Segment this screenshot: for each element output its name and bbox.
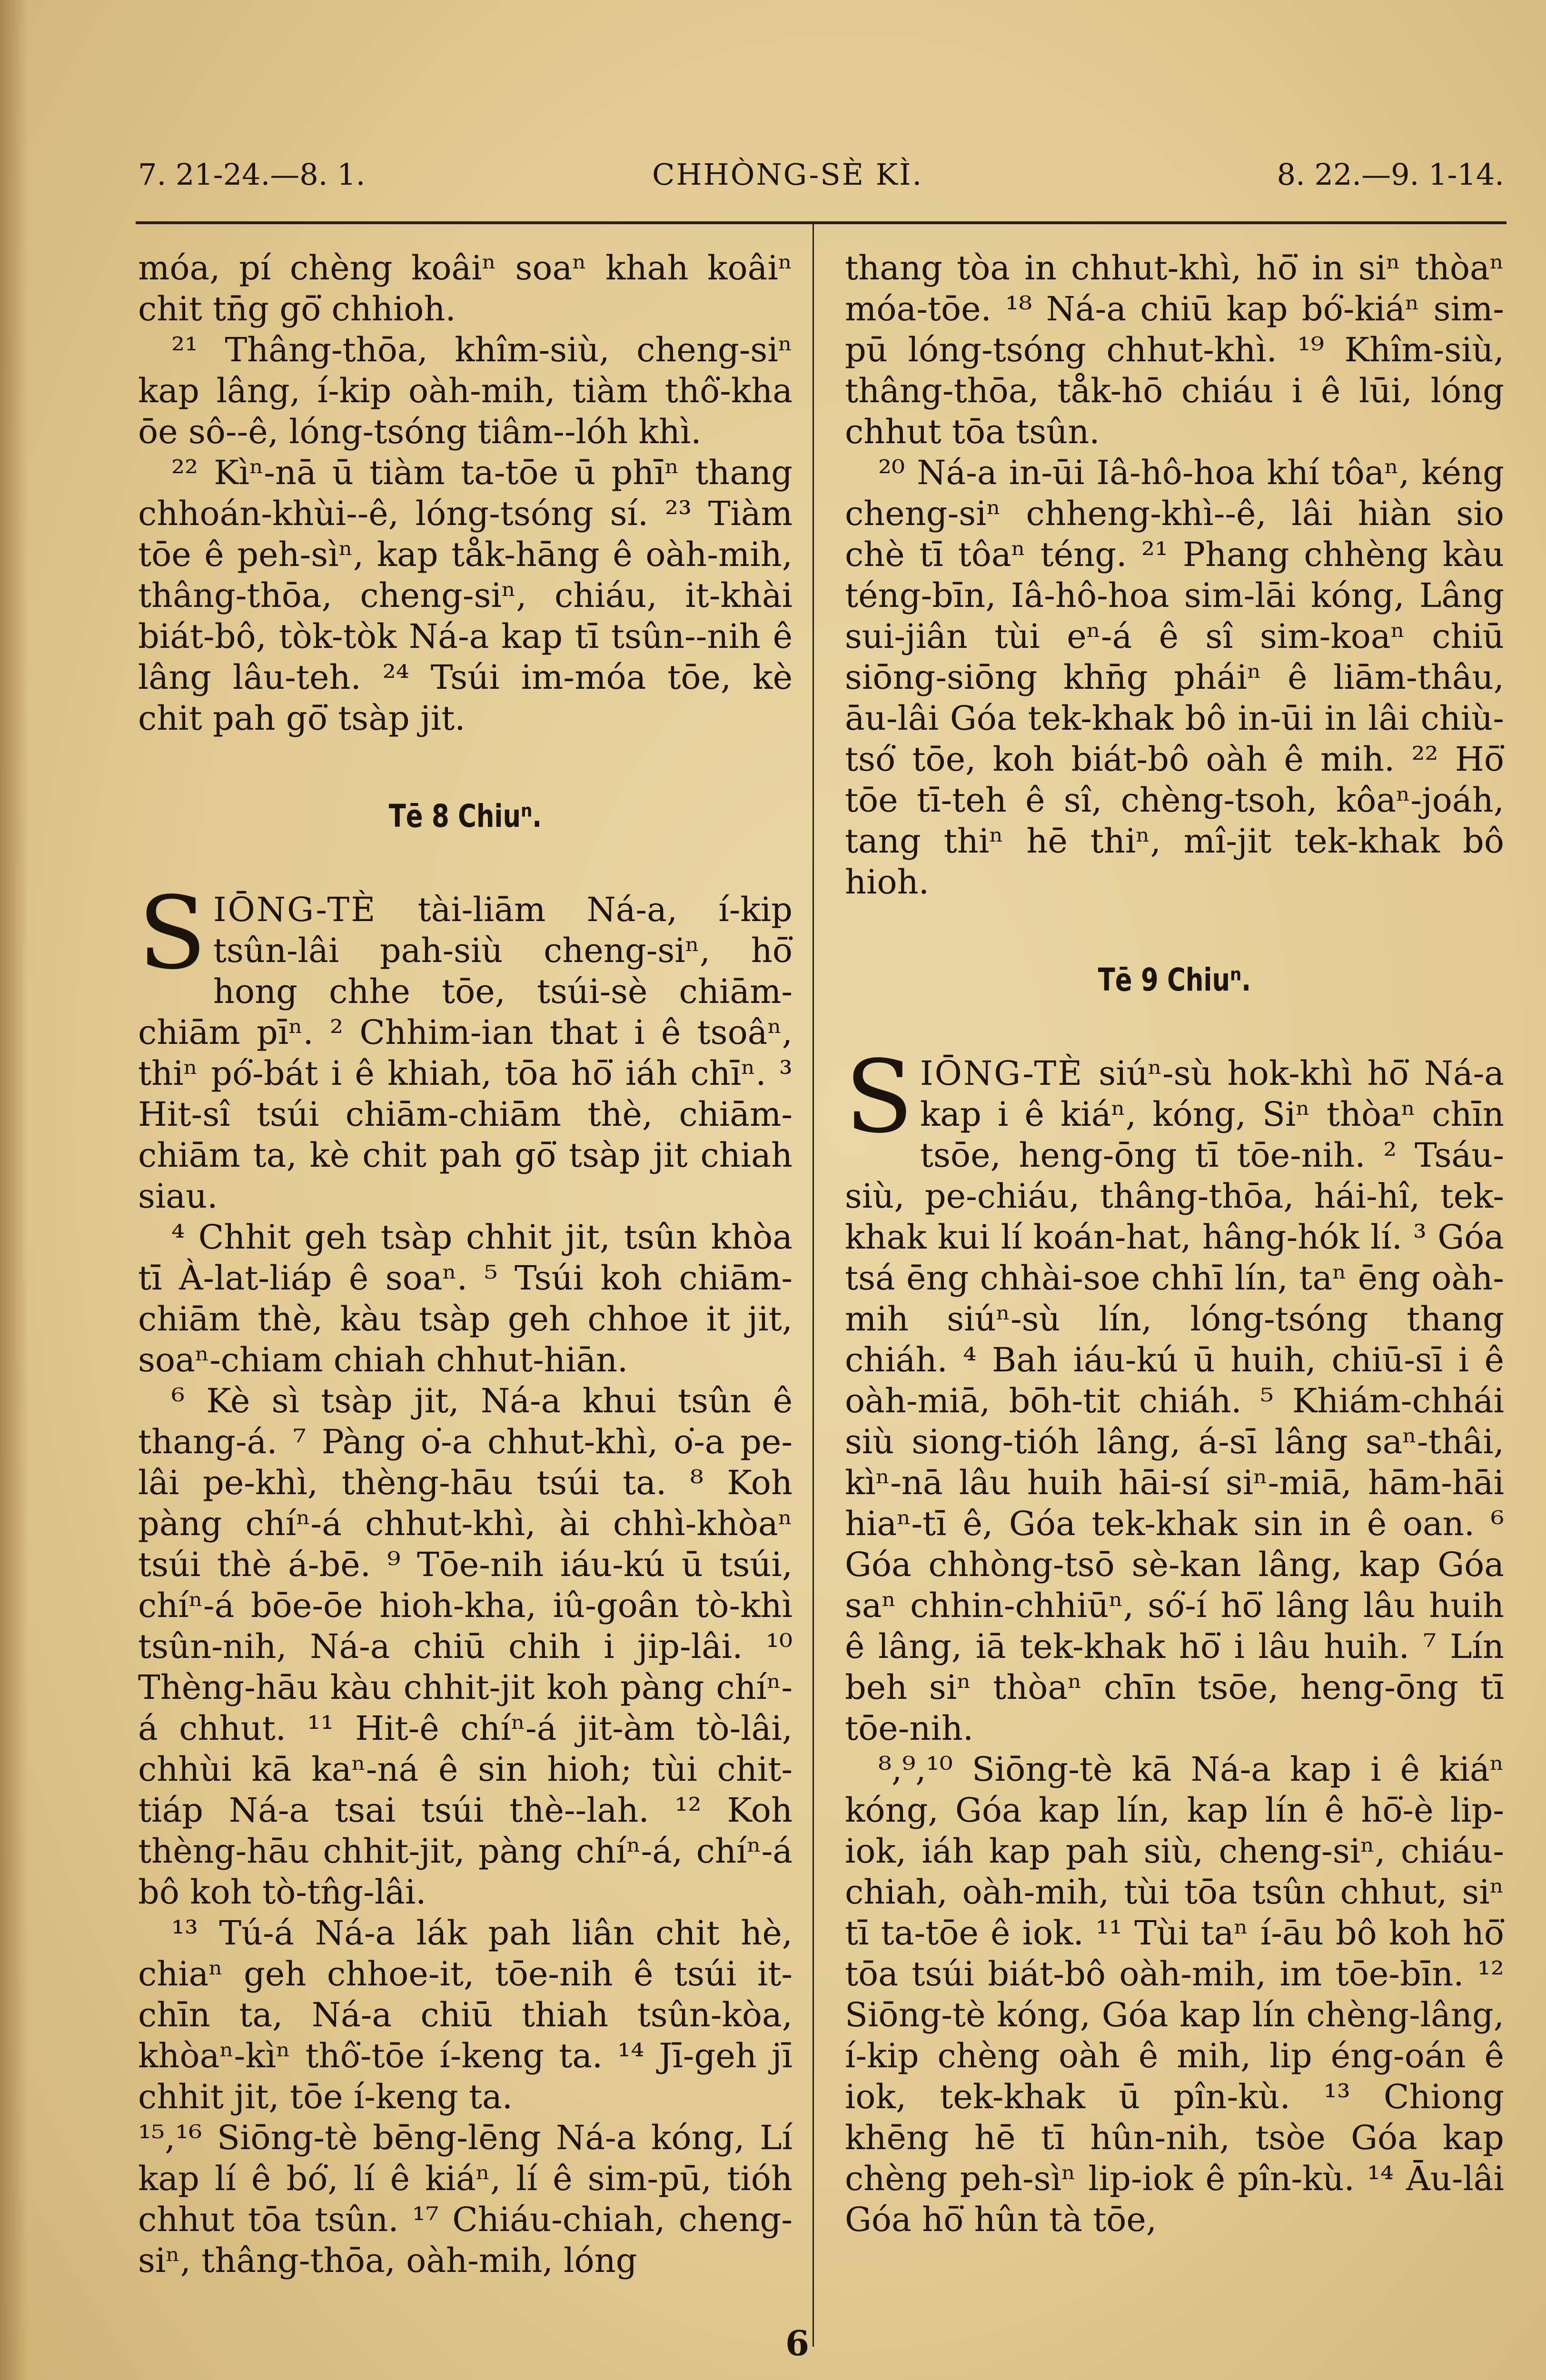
running-header — [138, 157, 1504, 209]
header-book-title: CHHÒNG-SÈ KÌ. — [652, 157, 923, 192]
lead-capitals: IŌNG-TÈ — [213, 890, 377, 929]
header-right-reference: 8. 22.—9. 1-14. — [1277, 157, 1504, 192]
verse-paragraph: ⁶ Kè sì tsàp jit, Ná-a khui tsûn ê thang-á. ⁷ Pàng o͘-a chhut-khì, o͘-a pe-lâi pe-khì, thèng-hāu tsúi ta. ⁸ Koh pàng chíⁿ-á chhut-khì, ài chhì-khòaⁿ tsúi thè á-bē. ⁹ Tōe-nih iáu-kú ū tsúi, chíⁿ-á bōe-ōe hioh-kha, iû-goân tò-khì tsûn-nih, Ná-a chiū chih i jip-lâi. ¹⁰ Thèng-hāu kàu chhit-jit koh pàng chíⁿ-á chhut. ¹¹ Hit-ê chíⁿ-á jit-àm tò-lâi, chhùi kā kaⁿ-ná ê sin hioh; tùi chit-tiáp Ná-a tsai tsúi thè--lah. ¹² Koh thèng-hāu chhit-jit, pàng chíⁿ-á, chíⁿ-á bô koh tò-tn̂g-lâi. — [138, 1381, 793, 1912]
verse-paragraph: ²¹ Thâng-thōa, khîm-siù, cheng-siⁿ kap lâng, í-kip oàh-mih, tiàm thô͘-kha ōe sô--ê, lóng-tsóng tiâm--lóh khì. — [138, 330, 793, 451]
verse-paragraph: móa, pí chèng koâiⁿ soaⁿ khah koâiⁿ chit tn̄g gō͘ chhioh. — [138, 248, 793, 328]
left-column — [138, 248, 793, 2281]
lead-capitals: IŌNG-TÈ — [920, 1054, 1084, 1093]
chapter-opening-paragraph — [138, 875, 793, 1217]
chapter-opening-paragraph — [845, 1039, 1504, 1749]
verse-paragraph: ⁸,⁹,¹⁰ Siōng-tè kā Ná-a kap i ê kiáⁿ kóng, Góa kap lín, kap lín ê hō͘-è lip-iok, iáh kap pah siù, cheng-siⁿ, chiáu-chiah, oàh-mih, tùi tōa tsûn chhut, siⁿ tī ta-tōe ê iok. ¹¹ Tùi taⁿ í-āu bô koh hō͘ tōa tsúi biát-bô oàh-mih, im tōe-bīn. ¹² Siōng-tè kóng, Góa kap lín chèng-lâng, í-kip chèng oàh ê mih, lip éng-oán ê iok, tek-khak ū pîn-kù. ¹³ Chiong khēng hē tī hûn-nih, tsòe Góa kap chèng peh-sìⁿ lip-iok ê pîn-kù. ¹⁴ Āu-lâi Góa hō͘ hûn tà tōe, — [845, 1750, 1504, 2239]
verse-paragraph: ¹³ Tú-á Ná-a lák pah liân chit hè, chiaⁿ geh chhoe-it, tōe-nih ê tsúi it-chīn ta, Ná-a chiū thiah tsûn-kòa, khòaⁿ-kìⁿ thô͘-tōe í-keng ta. ¹⁴ Jī-geh jī chhit jit, tōe í-keng ta. — [138, 1914, 793, 2116]
header-left-reference: 7. 21-24.—8. 1. — [138, 157, 366, 192]
chapter-heading: Tē 8 Chiuⁿ. — [388, 798, 542, 834]
page-edge-shadow — [0, 0, 29, 2380]
verse-paragraph: ¹⁵,¹⁶ Siōng-tè bēng-lēng Ná-a kóng, Lí kap lí ê bó͘, lí ê kiáⁿ, lí ê sim-pū, tióh chhut tōa tsûn. ¹⁷ Chiáu-chiah, cheng-siⁿ, thâng-thōa, oàh-mih, lóng — [138, 2118, 793, 2280]
drop-cap: S — [138, 875, 207, 992]
chapter-heading: Tē 9 Chiuⁿ. — [1098, 962, 1251, 998]
header-rule — [136, 221, 1506, 224]
verse-paragraph: ⁴ Chhit geh tsàp chhit jit, tsûn khòa tī À-lat-liáp ê soaⁿ. ⁵ Tsúi koh chiām-chiām thè, kàu tsàp geh chhoe it jit, soaⁿ-chiam chiah chhut-hiān. — [138, 1218, 793, 1379]
verse-text: tài-liām Ná-a, í-kip tsûn-lâi pah-siù cheng-siⁿ, hō͘ hong chhe tōe, tsúi-sè chiām-chiām pīⁿ. ² Chhim-ian that i ê tsoâⁿ, thiⁿ pó͘-bát i ê khiah, tōa hō͘ iáh chīⁿ. ³ Hit-sî tsúi chiām-chiām thè, chiām-chiām ta, kè chit pah gō͘ tsàp jit chiah siau. — [138, 890, 793, 1216]
drop-cap: S — [845, 1039, 913, 1155]
verse-paragraph: ²⁰ Ná-a in-ūi Iâ-hô-hoa khí tôaⁿ, kéng cheng-siⁿ chheng-khì--ê, lâi hiàn sio chè tī tôaⁿ téng. ²¹ Phang chhèng kàu téng-bīn, Iâ-hô-hoa sim-lāi kóng, Lâng sui-jiân tùi eⁿ-á ê sî sim-koaⁿ chiū siōng-siōng khn̄g pháiⁿ ê liām-thâu, āu-lâi Góa tek-khak bô in-ūi in lâi chiù-tsó͘ tōe, koh biát-bô oàh ê mih. ²² Hō͘ tōe tī-teh ê sî, chèng-tsoh, kôaⁿ-joáh, tang thiⁿ hē thiⁿ, mî-jit tek-khak bô hioh. — [845, 453, 1504, 902]
verse-paragraph: thang tòa in chhut-khì, hō͘ in siⁿ thòaⁿ móa-tōe. ¹⁸ Ná-a chiū kap bó͘-kiáⁿ sim-pū lóng-tsóng chhut-khì. ¹⁹ Khîm-siù, thâng-thōa, tåk-hō chiáu i ê lūi, lóng chhut tōa tsûn. — [845, 248, 1504, 451]
page-number: 6 — [785, 2323, 810, 2363]
verse-paragraph: ²² Kìⁿ-nā ū tiàm ta-tōe ū phīⁿ thang chhoán-khùi--ê, lóng-tsóng sí. ²³ Tiàm tōe ê peh-sìⁿ, kap tåk-hāng ê oàh-mih, thâng-thōa, cheng-siⁿ, chiáu, it-khài biát-bô, tòk-tòk Ná-a kap tī tsûn--nih ê lâng lâu-teh. ²⁴ Tsúi im-móa tōe, kè chit pah gō͘ tsàp jit. — [138, 453, 793, 738]
right-column — [845, 248, 1504, 2240]
column-divider — [813, 224, 814, 2347]
verse-text: siúⁿ-sù hok-khì hō͘ Ná-a kap i ê kiáⁿ, kóng, Siⁿ thòaⁿ chīn tsōe, heng-ōng tī tōe-nih. ² Tsáu-siù, pe-chiáu, thâng-thōa, hái-hî, tek-khak kui lí koán-hat, hâng-hók lí. ³ Góa tsá ēng chhài-soe chhī lín, taⁿ ēng oàh-mih siúⁿ-sù lín, lóng-tsóng thang chiáh. ⁴ Bah iáu-kú ū huih, chiū-sī i ê oàh-miā, bōh-tit chiáh. ⁵ Khiám-chhái siù siong-tióh lâng, á-sī lâng saⁿ-thâi, kìⁿ-nā lâu huih hāi-sí siⁿ-miā, hām-hāi hiaⁿ-tī ê, Góa tek-khak sin in ê oan. ⁶ Góa chhòng-tsō sè-kan lâng, kap Góa saⁿ chhin-chhiūⁿ, só͘-í hō͘ lâng lâu huih ê lâng, iā tek-khak hō͘ i lâu huih. ⁷ Lín beh siⁿ thòaⁿ chīn tsōe, heng-ōng tī tōe-nih. — [845, 1054, 1504, 1748]
